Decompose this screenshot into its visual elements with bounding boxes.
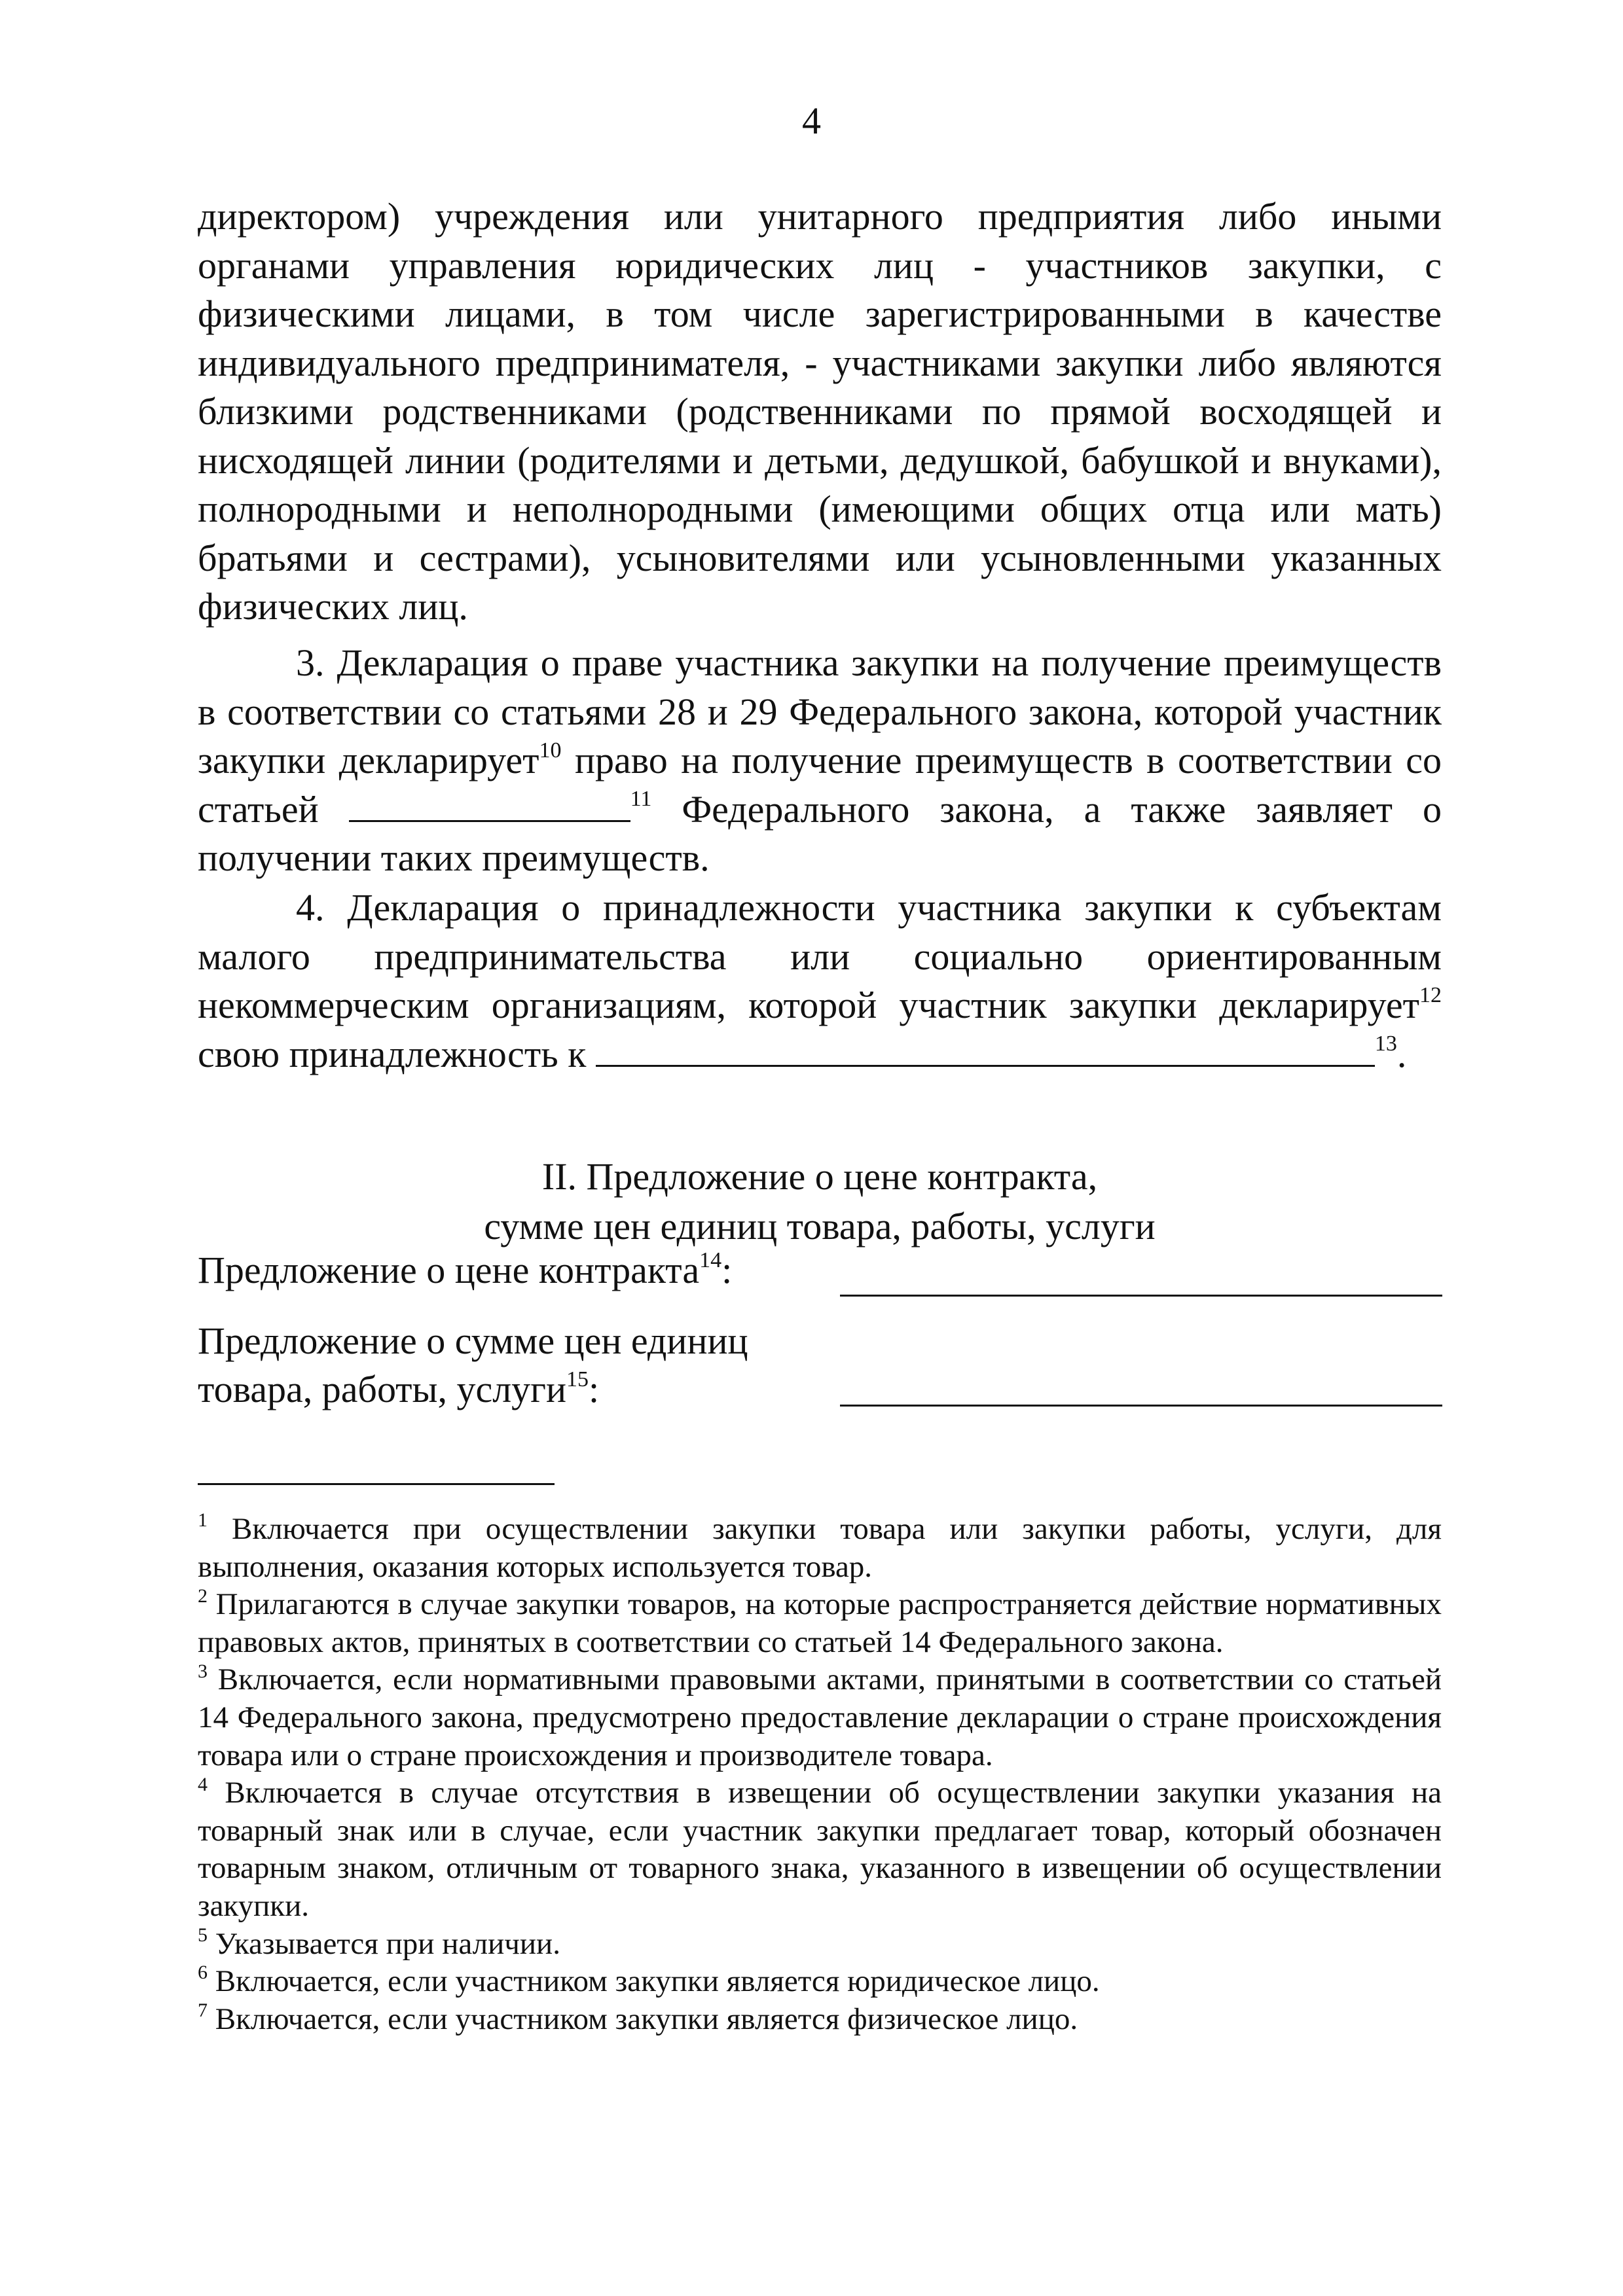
footnote-number: 1	[198, 1509, 208, 1532]
footnote-text: Включается при осуществлении закупки товара или закупки работы, услуги, для выполнения, оказания которых используется товар.	[198, 1512, 1442, 1584]
units-offer-label-line-2-text: товара, работы, услуги	[198, 1368, 567, 1410]
units-offer-label-line-1: Предложение о сумме цен единиц	[198, 1319, 748, 1362]
paragraph-continuation	[198, 192, 1442, 632]
footnote-text: Включается в случае отсутствия в извещении об осуществлении закупки указания на товарный знак или в случае, если участник закупки предлагает товар, который обозначен товарным знаком, отличным от товарного знака, указанного в извещении об осуществлении закупки.	[198, 1776, 1442, 1923]
footnote-7	[198, 2001, 1442, 2039]
footnote-number: 2	[198, 1585, 208, 1607]
section-heading	[198, 1152, 1442, 1251]
paragraph-4-part-a: 4. Декларация о принадлежности участника закупки к субъектам малого предпринимательства или социально ориентированным некоммерческим организациям, которой участник закупки декларирует	[198, 886, 1442, 1026]
footnote-number: 5	[198, 1924, 208, 1946]
footnote-6	[198, 1963, 1442, 2001]
units-offer-label-line-2	[198, 1365, 748, 1414]
price-offer-label-text: Предложение о цене контракта	[198, 1249, 700, 1291]
footnote-2	[198, 1586, 1442, 1661]
footnote-4	[198, 1774, 1442, 1925]
footnote-text: Прилагаются в случае закупки товаров, на которые распространяется действие нормативных правовых актов, принятых в соответствии со статьей 14 Федерального закона.	[198, 1587, 1442, 1659]
paragraph-4-part-c: .	[1396, 1032, 1407, 1075]
footnote-text: Включается, если нормативными правовыми актами, принятыми в соответствии со статьей 14 Федерального закона, предусмотрено предоставление декларации о стране происхождения товара или о стране происхождения и производителе товара.	[198, 1662, 1442, 1772]
footnote-number: 7	[198, 2000, 208, 2022]
paragraph-4-part-b: свою принадлежность к	[198, 1032, 596, 1075]
paragraph-3	[198, 639, 1442, 883]
price-offer-colon: :	[721, 1249, 733, 1291]
page-number: 4	[802, 99, 821, 142]
footnote-ref-12: 12	[1419, 982, 1442, 1007]
paragraph-1-text: директором) учреждения или унитарного предприятия либо иными органами управления юридических лиц - участников закупки, с физическими лицами, в том числе зарегистрированными в качестве индивидуального предпринимателя, - участниками закупки либо являются близкими родственниками (родственниками по прямой восходящей и нисходящей линии (родителями и детьми, дедушкой, бабушкой и внуками), полнородными и неполнородными (имеющими общих отца или мать) братьями и сестрами), усыновителями или усыновленными указанных физических лиц.	[198, 195, 1442, 628]
paragraph-3-part-a: 3. Декларация о праве участника закупки на получение преимуществ в соответствии со статьями 28 и 29 Федерального закона, которой участник закупки декларирует	[198, 641, 1442, 781]
footnote-separator	[198, 1483, 555, 1485]
units-offer-colon: :	[589, 1368, 600, 1410]
footnote-number: 3	[198, 1660, 208, 1682]
units-offer-field-line	[840, 1405, 1442, 1407]
footnote-ref-14: 14	[699, 1247, 722, 1272]
paragraph-3-part-c: Федерального закона, а также заявляет о получении таких преимуществ.	[198, 787, 1442, 879]
footnote-text: Включается, если участником закупки является физическое лицо.	[215, 2001, 1078, 2036]
footnote-text: Включается, если участником закупки является юридическое лицо.	[215, 1964, 1100, 1999]
section-heading-line-2: сумме цен единиц товара, работы, услуги	[484, 1205, 1156, 1247]
paragraph-3-part-b: право на получение преимуществ в соответствии со статьей	[198, 739, 1442, 831]
paragraph-4-text	[198, 884, 1442, 1079]
footnote-ref-11: 11	[630, 787, 652, 812]
footnote-ref-10: 10	[539, 738, 562, 762]
paragraph-3-text	[198, 639, 1442, 883]
price-offer-label	[198, 1246, 732, 1295]
category-blank-line	[596, 1035, 1375, 1067]
footnotes	[198, 1511, 1442, 2038]
units-offer-label	[198, 1317, 748, 1414]
footnote-ref-15: 15	[566, 1367, 589, 1391]
footnote-1	[198, 1511, 1442, 1586]
footnote-number: 6	[198, 1962, 208, 1984]
footnote-3	[198, 1661, 1442, 1774]
price-offer-field-line	[840, 1295, 1442, 1297]
footnote-ref-13: 13	[1374, 1031, 1397, 1056]
paragraph-4	[198, 884, 1442, 1079]
footnote-5	[198, 1926, 1442, 1964]
footnote-text: Указывается при наличии.	[215, 1926, 560, 1961]
article-blank-line	[349, 790, 630, 822]
footnote-number: 4	[198, 1773, 208, 1795]
section-heading-line-1: II. Предложение о цене контракта,	[541, 1155, 1098, 1198]
